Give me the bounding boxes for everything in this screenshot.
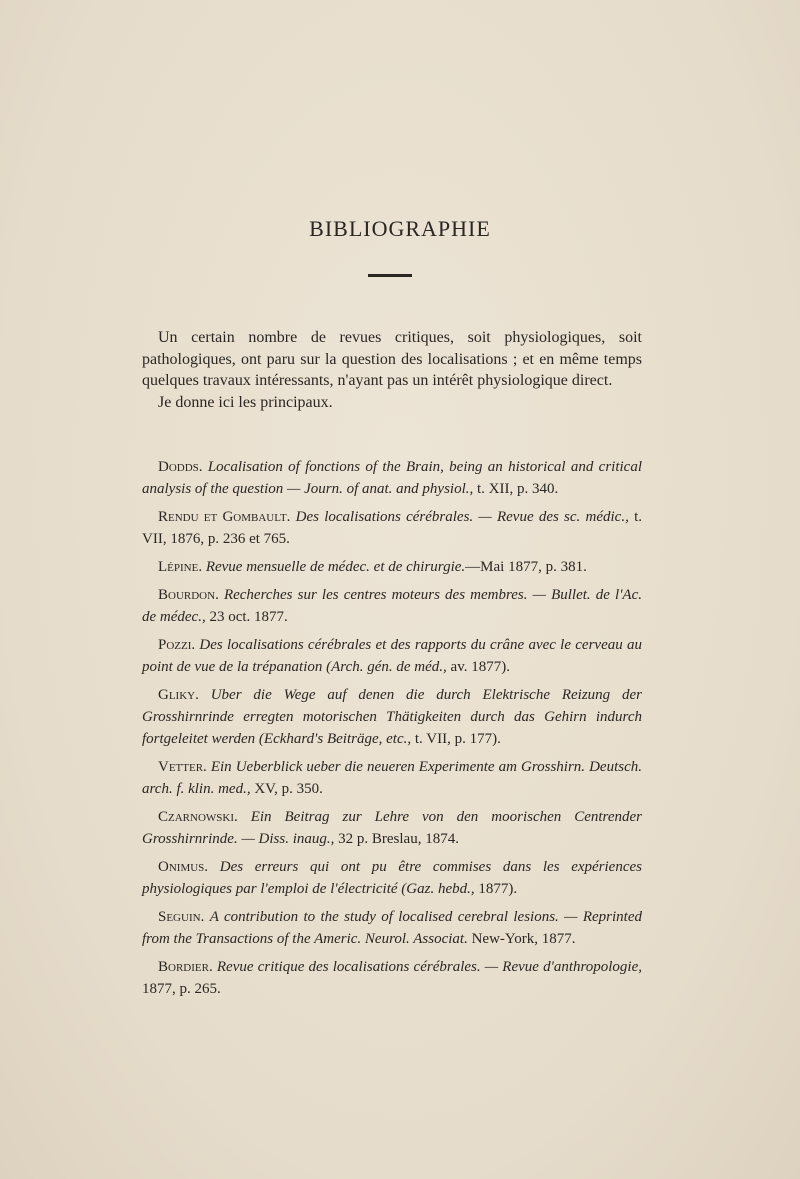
entry-details: t. VII, 1876, p. 236 et 765. <box>142 509 643 547</box>
bibliography-entry: Pozzi. Des localisations cérébrales et des rapports du crâne avec le cerveau au point de vue de la trépanation (Arch. gén. de méd., av. 1877). <box>142 637 642 675</box>
entry-author: Bourdon <box>158 587 216 603</box>
bibliography-entry: Dodds. Localisation of fonctions of the Brain, being an historical and critical analysis of the question — Journ. of anat. and physiol., t. XII, p. 340. <box>142 459 643 497</box>
entry-details: 32 p. Breslau, 1874. <box>334 831 459 847</box>
intro <box>142 327 642 413</box>
entry-author: Gliky <box>158 687 196 703</box>
entry-details: t. VII, p. 177). <box>411 731 501 747</box>
bibliography-entry: Lépine. Revue mensuelle de médec. et de chirurgie.—Mai 1877, p. 381. <box>158 559 587 575</box>
entry-work: Revue mensuelle de médec. et de chirurgie. <box>205 559 466 575</box>
bibliography-entry: Gliky. Uber die Wege auf denen die durch Elektrische Reizung der Grosshirnrinde erregten motorischen Thätigkeiten durch das Gehirn indurch fortgeleitet werden (Eckhard's Beiträge, etc., t. VII, p. 177). <box>142 687 643 747</box>
entry-work: Recherches sur les centres moteurs des membres. — Bullet. de l'Ac. de médec., <box>142 587 643 625</box>
bibliography-entry: Bourdon. Recherches sur les centres moteurs des membres. — Bullet. de l'Ac. de médec., 23 oct. 1877. <box>142 587 643 625</box>
entry-details: 1877). <box>474 881 518 897</box>
entry-work: Ein Ueberblick ueber die neueren Experimente am Grosshirn. Deutsch. arch. f. klin. med., <box>142 759 642 797</box>
entry-details: —Mai 1877, p. 381. <box>465 559 587 575</box>
title-rule <box>368 274 412 277</box>
entry-author: Vetter <box>158 759 204 775</box>
entry-work: Localisation of fonctions of the Brain, being an historical and critical analysis of the question — Journ. of anat. and physiol., <box>142 459 643 497</box>
entry-details: New-York, 1877. <box>467 931 576 947</box>
entry-work: Uber die Wege auf denen die durch Elektrische Reizung der Grosshirnrinde erregten motorischen Thätigkeiten durch das Gehirn indurch fortgeleitet werden (Eckhard's Beiträge, etc., <box>142 687 643 747</box>
entry-work: Des localisations cérébrales. — Revue des sc. médic., <box>295 509 629 525</box>
entry-author: Seguin <box>158 909 201 925</box>
entry-author: Lépine <box>158 559 199 575</box>
entry-author: Dodds <box>158 459 199 475</box>
entry-author: Czarnowski <box>158 809 234 825</box>
entry-author: Rendu et Gombault <box>158 509 287 525</box>
entry-details: 1877, p. 265. <box>142 981 221 997</box>
entry-work: A contribution to the study of localised cerebral lesions. — Reprinted from the Transactions of the Americ. Neurol. Associat. <box>142 909 643 947</box>
entry-work: Revue critique des localisations cérébrales. — Revue d'anthropologie, <box>216 959 643 975</box>
entry-details: av. 1877). <box>446 659 510 675</box>
entry-author: Bordier <box>158 959 209 975</box>
bibliography-list <box>142 456 642 1006</box>
entry-work: Des localisations cérébrales et des rapports du crâne avec le cerveau au point de vue de la trépanation (Arch. gén. de méd., <box>142 637 642 675</box>
entry-work: Ein Beitrag zur Lehre von den moorischen Centrender Grosshirnrinde. — Diss. inaug., <box>142 809 642 847</box>
bibliography-entry: Vetter. Ein Ueberblick ueber die neueren Experimente am Grosshirn. Deutsch. arch. f. klin. med., XV, p. 350. <box>142 759 642 797</box>
intro-paragraph: Un certain nombre de revues critiques, soit physiologiques, soit pathologiques, ont paru sur la question des localisations ; et en même temps quelques travaux intéressants, n'ayant pas un intérêt physiologique direct. <box>142 329 642 389</box>
entry-details: XV, p. 350. <box>250 781 323 797</box>
bibliography-entry: Onimus. Des erreurs qui ont pu être commises dans les expériences physiologiques par l'emploi de l'électricité (Gaz. hebd., 1877). <box>142 859 642 897</box>
entry-details: t. XII, p. 340. <box>473 481 559 497</box>
bibliography-entry: Rendu et Gombault. Des localisations cérébrales. — Revue des sc. médic., t. VII, 1876, p. 236 et 765. <box>142 509 643 547</box>
entry-author: Pozzi <box>158 637 192 653</box>
page-title: BIBLIOGRAPHIE <box>309 216 491 241</box>
bibliography-entry: Czarnowski. Ein Beitrag zur Lehre von den moorischen Centrender Grosshirnrinde. — Diss. inaug., 32 p. Breslau, 1874. <box>142 809 642 847</box>
bibliography-entry: Bordier. Revue critique des localisations cérébrales. — Revue d'anthropologie, 1877, p. 265. <box>142 959 643 997</box>
entry-work: Des erreurs qui ont pu être commises dans les expériences physiologiques par l'emploi de l'électricité (Gaz. hebd., <box>142 859 642 897</box>
entry-details: 23 oct. 1877. <box>205 609 288 625</box>
bibliography-entry: Seguin. A contribution to the study of localised cerebral lesions. — Reprinted from the Transactions of the Americ. Neurol. Associat. New-York, 1877. <box>142 909 643 947</box>
entry-author: Onimus <box>158 859 205 875</box>
intro-paragraph: Je donne ici les principaux. <box>158 393 333 411</box>
